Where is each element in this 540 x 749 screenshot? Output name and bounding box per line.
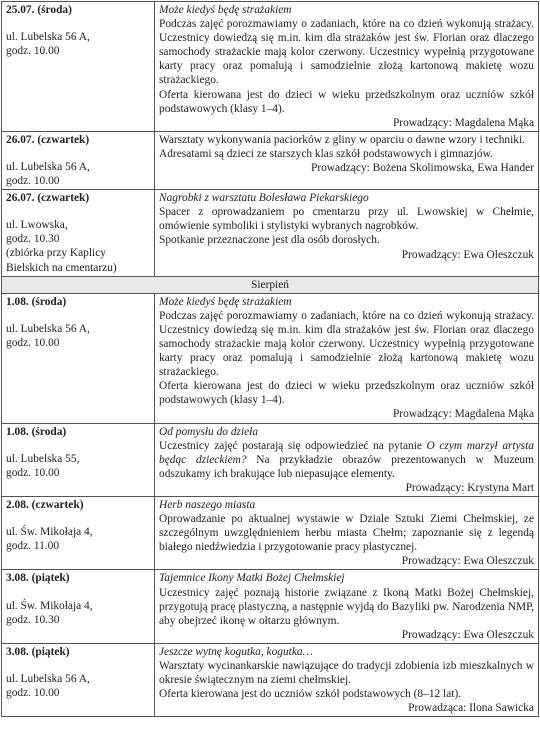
- event-time: godz. 10.00: [6, 466, 60, 479]
- event-address: ul. Św. Mikołaja 4,: [6, 599, 93, 612]
- event-audience: Spotkanie przeznaczone jest dla osób dorosłych.: [159, 234, 380, 247]
- event-when-cell: [2, 643, 155, 716]
- event-title: Jeszcze wytnę kogutka, kogutka…: [159, 645, 313, 658]
- event-leader: Prowadzący: Krystyna Mart: [405, 481, 534, 494]
- event-title: Herb naszego miasta: [159, 499, 256, 511]
- month-header-row: [2, 276, 539, 293]
- event-time: godz. 10.00: [6, 45, 60, 58]
- event-when-cell: [2, 2, 155, 132]
- event-time: godz. 10.30: [6, 233, 60, 246]
- event-address: ul. Lubelska 55,: [6, 452, 80, 465]
- event-details-cell: [155, 423, 539, 496]
- event-time: godz. 10.00: [6, 687, 60, 700]
- table-row: [2, 2, 539, 132]
- event-audience: Oferta kierowana jest do uczniów szkół podstawowych (8–12 lat).: [159, 688, 462, 701]
- event-when-cell: [2, 423, 155, 496]
- event-details-cell: [155, 497, 539, 570]
- event-description: Spacer z oprowadzaniem po cmentarzu przy ul. Lwowskiej w Chełmie, omówienie symboliki i stylistyki wybranych nagrobków.: [159, 206, 534, 233]
- event-leader: Prowadzący: Ewa Oleszczuk: [401, 555, 534, 568]
- event-time: godz. 10.30: [6, 613, 60, 626]
- event-time: godz. 10.00: [6, 336, 60, 349]
- event-title: Może kiedyś będę strażakiem: [159, 4, 292, 16]
- event-title: Nagrobki z warsztatu Bolesława Piekarskiego: [159, 192, 369, 205]
- event-date: 3.08. (piątek): [6, 572, 70, 585]
- event-when-cell: [2, 131, 155, 189]
- event-description: Warsztaty wycinankarskie nawiązujące do tradycji zdobienia izb mieszkalnych w okresie świątecznym na ziemi chełmskiej.: [159, 660, 534, 687]
- event-address: ul. Lubelska 56 A,: [6, 322, 90, 335]
- event-leader: Prowadzący: Magdalena Mąka: [392, 116, 534, 129]
- event-title: Tajemnice Ikony Matki Bożej Chełmskiej: [159, 572, 345, 585]
- event-date: 1.08. (środa): [6, 425, 67, 438]
- event-time: godz. 11.00: [6, 540, 60, 553]
- event-details-cell: [155, 293, 539, 423]
- table-row: [2, 423, 539, 496]
- event-address: ul. Lwowska,: [6, 219, 68, 232]
- event-leader: Prowadzący: Magdalena Mąka: [392, 408, 534, 421]
- schedule-table: [1, 1, 539, 717]
- table-row: [2, 643, 539, 716]
- event-leader: Prowadzący: Bożena Skolimowska, Ewa Hander: [310, 162, 534, 175]
- event-when-cell: [2, 190, 155, 276]
- event-date: 3.08. (piątek): [6, 645, 70, 658]
- table-row: [2, 497, 539, 570]
- event-audience: Oferta kierowana jest do dzieci w wieku przedszkolnym oraz uczniów szkół podstawowych (klasy 1–4).: [159, 88, 534, 115]
- event-address: ul. Lubelska 56 A,: [6, 31, 90, 44]
- table-row: [2, 293, 539, 423]
- event-address: ul. Św. Mikołaja 4,: [6, 526, 93, 539]
- event-details-cell: [155, 131, 539, 189]
- event-date: 1.08. (środa): [6, 295, 67, 308]
- event-description: Podczas zajęć porozmawiamy o zadaniach, które na co dzień wykonują strażacy. Uczestnicy dowiedzą się m.in. kim dla strażaków jest św. Florian oraz dlaczego samochody strażackie mają kolor czerwony. Uczestnicy wypełnią przygotowane karty pracy oraz pomalują i samodzielnie złożą kartonową makietę wozu strażackiego.: [159, 309, 534, 379]
- event-details-cell: [155, 570, 539, 643]
- event-date: 2.08. (czwartek): [6, 499, 84, 511]
- event-question: O czym marzył artysta będąc dzieckiem?: [159, 439, 534, 466]
- event-audience: Oferta kierowana jest do dzieci w wieku przedszkolnym oraz uczniów szkół podstawowych (klasy 1–4).: [159, 380, 534, 407]
- event-leader: Prowadzący: Ewa Oleszczuk: [401, 628, 534, 641]
- event-title: Może kiedyś będę strażakiem: [159, 295, 292, 308]
- event-address: ul. Lubelska 56 A,: [6, 673, 90, 686]
- event-time: godz. 10.00: [6, 175, 60, 188]
- month-label: Sierpień: [2, 276, 539, 293]
- event-details-cell: [155, 2, 539, 132]
- table-row: [2, 570, 539, 643]
- event-date: 26.07. (czwartek): [6, 133, 90, 146]
- event-audience: Adresatami są dzieci ze starszych klas szkół podstawowych i gimnazjów.: [159, 147, 493, 160]
- table-row: [2, 190, 539, 276]
- event-description: Uczestnicy zajęć poznają historie związane z Ikoną Matki Bożej Chełmskiej, przygotują pracę plastyczną, a następnie wyjdą do Bazyliki pw. Narodzenia NMP, aby obejrzeć ikonę w ołtarzu głównym.: [159, 586, 534, 627]
- event-description-text: Na przykładzie obrazów prezentowanych w Muzeum odszukamy ich brakujące lub niepasujące elementy.: [159, 453, 534, 480]
- event-leader: Prowadzący: Ewa Oleszczuk: [401, 248, 534, 261]
- event-title: Od pomysłu do dzieła: [159, 425, 259, 438]
- table-row: [2, 131, 539, 189]
- event-when-cell: [2, 570, 155, 643]
- event-details-cell: [155, 643, 539, 716]
- event-date: 26.07. (czwartek): [6, 192, 90, 205]
- event-when-cell: [2, 497, 155, 570]
- event-details-cell: [155, 190, 539, 276]
- event-description: Oprowadzanie po aktualnej wystawie w Dziale Sztuki Ziemi Chełmskiej, ze szczególnym uwzględnieniem herbu miasta Chełm; zapoznanie się z legendą białego niedźwiedzia i przygotowanie pracy plastycznej.: [159, 513, 534, 554]
- event-description-text: Uczestnicy zajęć postarają się odpowiedzieć na pytanie: [159, 439, 427, 452]
- event-description: [159, 439, 534, 481]
- event-leader: Prowadząca: Ilona Sawicka: [408, 702, 534, 715]
- event-description: Podczas zajęć porozmawiamy o zadaniach, które na co dzień wykonują strażacy. Uczestnicy dowiedzą się m.in. kim dla strażaków jest św. Florian oraz dlaczego samochody strażackie mają kolor czerwony. Uczestnicy wypełnią przygotowane karty pracy oraz pomalują i samodzielnie złożą kartonową makietę wozu strażackiego.: [159, 18, 534, 87]
- event-address: ul. Lubelska 56 A,: [6, 160, 90, 173]
- event-description: Warsztaty wykonywania paciorków z gliny w oparciu o dawne wzory i techniki.: [159, 133, 526, 146]
- event-date: 25.07. (środa): [6, 4, 72, 16]
- event-meeting-point: (zbiórka przy Kaplicy Bielskich na cmentarzu): [6, 247, 117, 274]
- event-when-cell: [2, 293, 155, 423]
